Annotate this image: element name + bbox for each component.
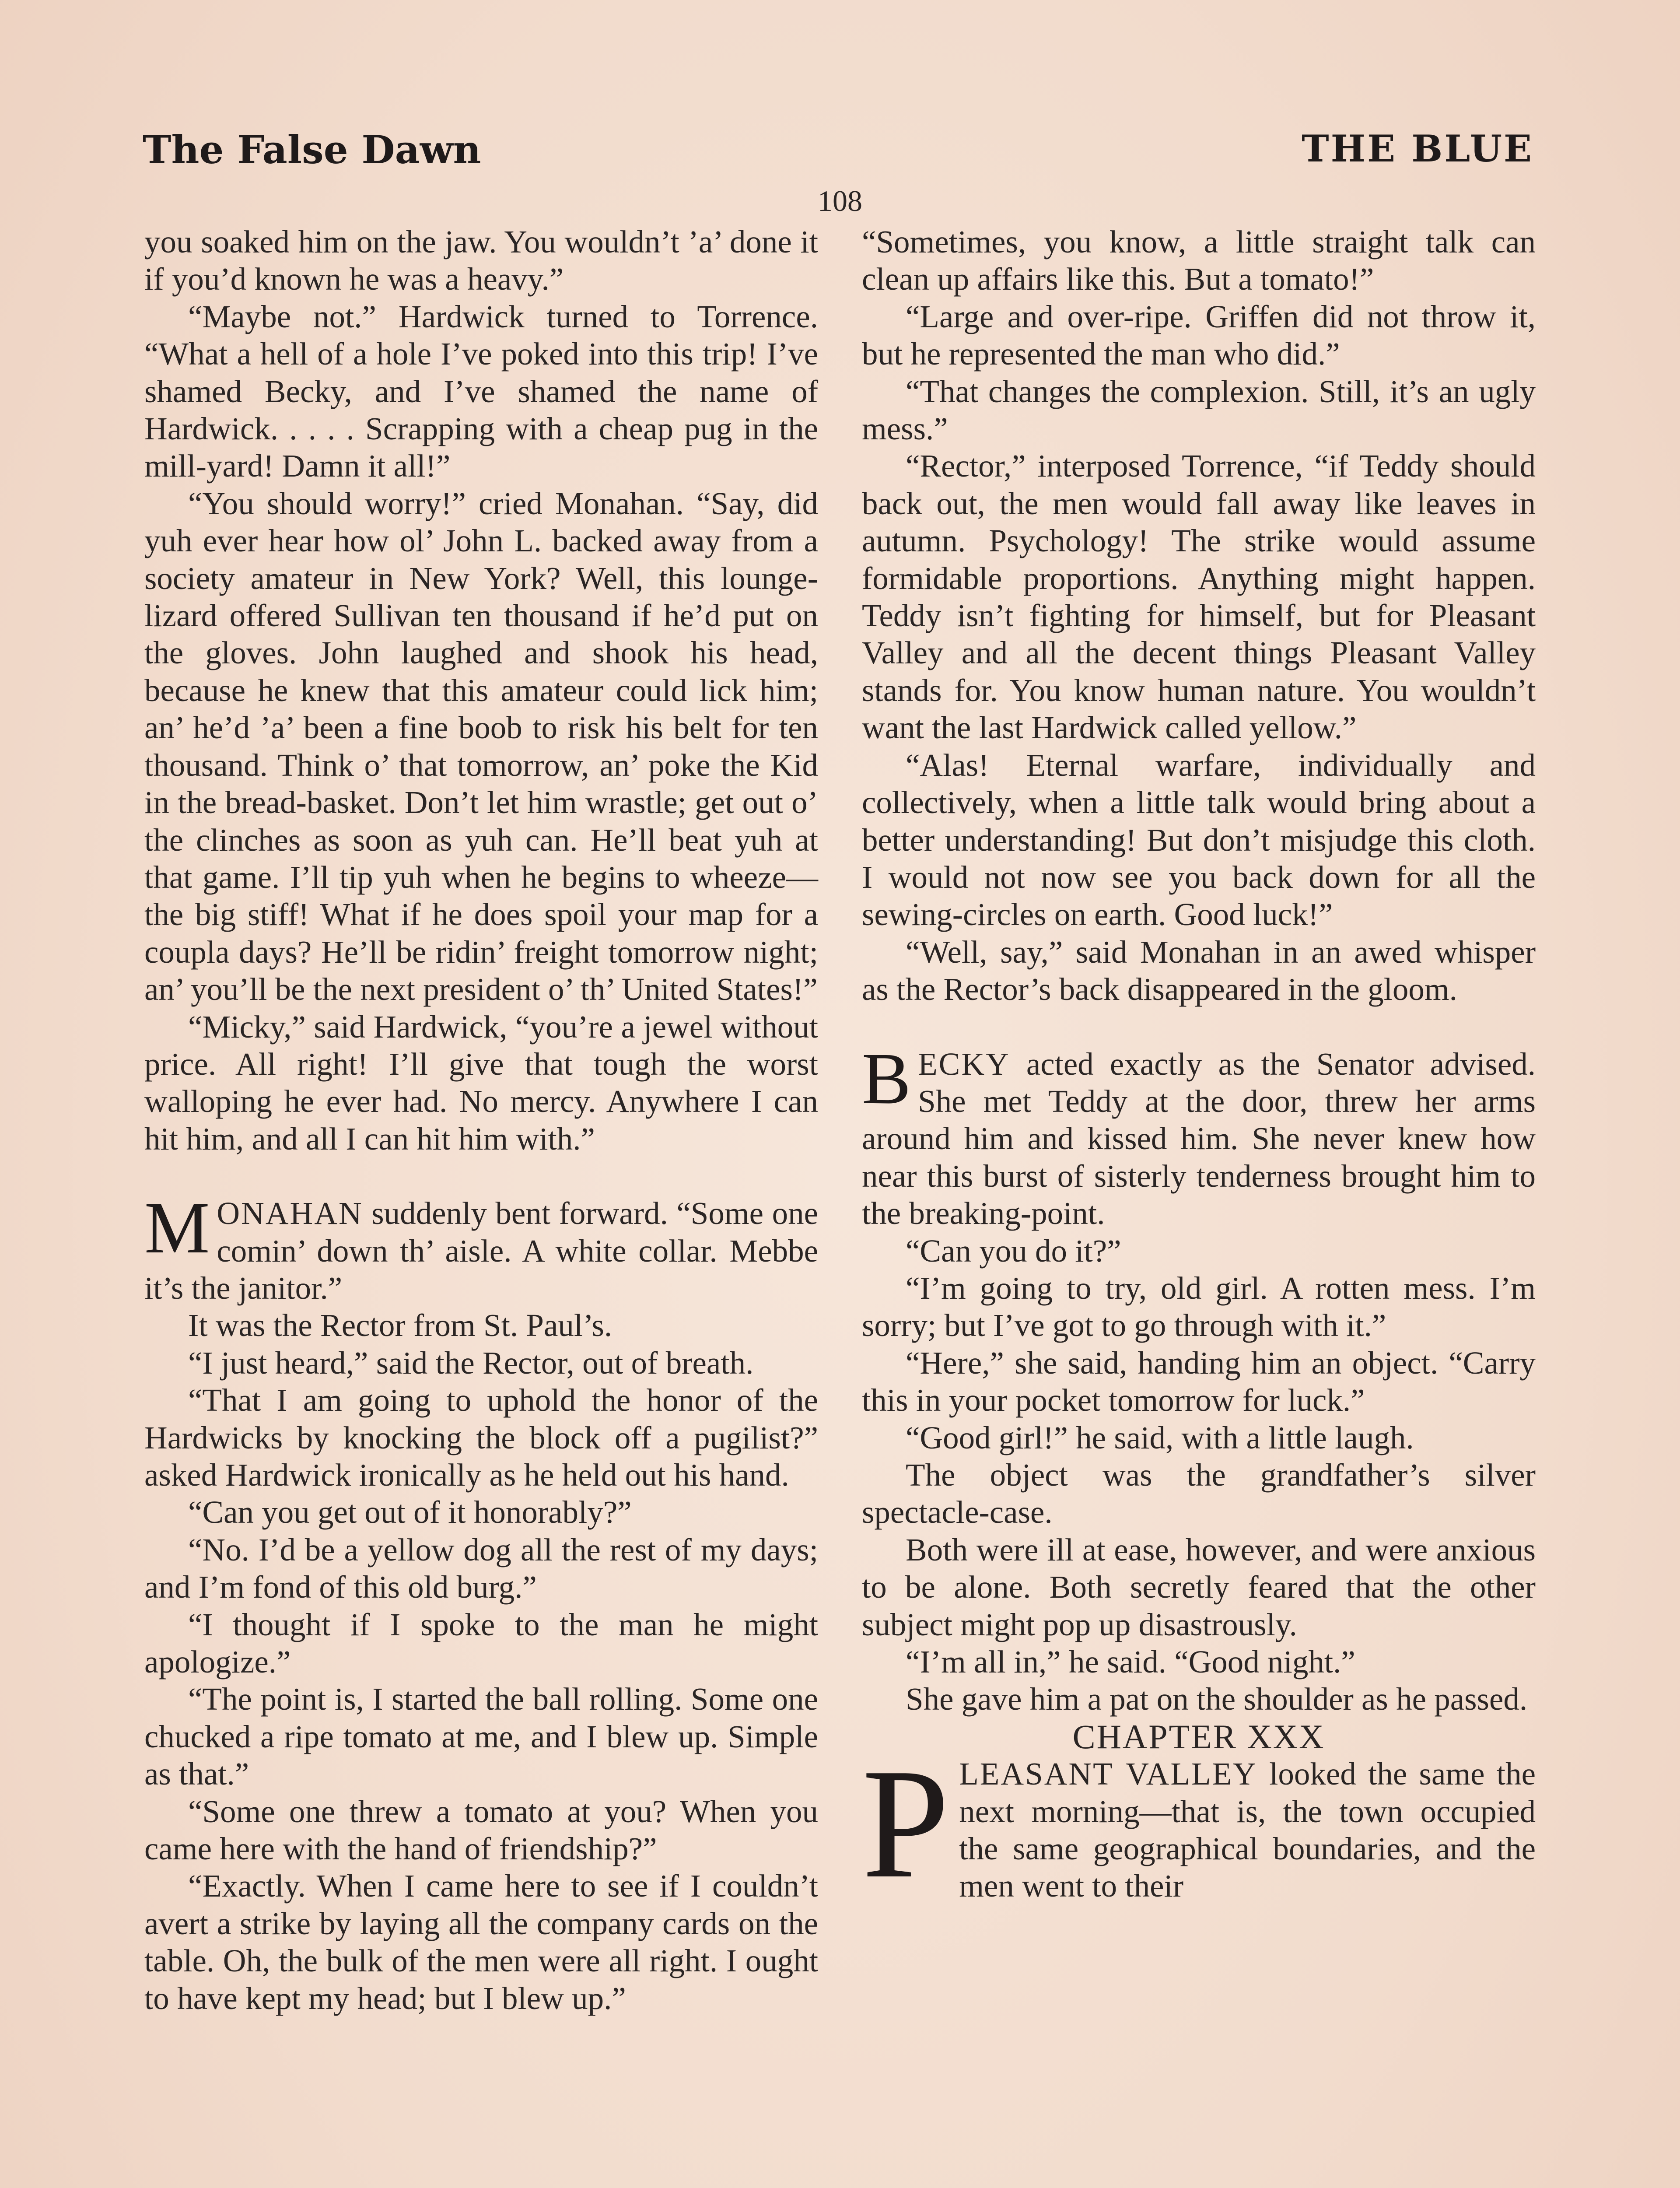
paragraph: you soaked him on the jaw. You wouldn’t ’a’ done it if you’d known he was a heavy.”	[144, 224, 818, 297]
paragraph: “The point is, I started the ball rolling. Some one chucked a ripe tomato at me, and I blew up. Simple as that.”	[144, 1681, 818, 1792]
running-title: The False Dawn	[143, 127, 481, 172]
paragraph: It was the Rector from St. Paul’s.	[188, 1308, 612, 1343]
paragraph: She gave him a pat on the shoulder as he passed.	[906, 1681, 1528, 1717]
paragraph: “Can you do it?”	[906, 1233, 1121, 1269]
right-column	[862, 223, 1536, 1911]
paragraph: “Maybe not.” Hardwick turned to Torrence. “What a hell of a hole I’ve poked into this trip! I’ve shamed Becky, and I’ve shamed the name of Hardwick. . . . . Scrapping with a cheap pug in the mill-yard! Damn it all!”	[144, 298, 818, 484]
section-opening-paragraph	[144, 1187, 818, 1307]
lead-in-text: suddenly bent forward. “Some one comin’ down th’ aisle. A white collar. Mebbe it’s the janitor.”	[144, 1196, 818, 1306]
drop-cap: M	[144, 1187, 210, 1269]
paragraph: “Micky,” said Hardwick, “you’re a jewel without price. All right! I’ll give that tough the worst walloping he ever had. No mercy. Anywhere I can hit him, and all I can hit him with.”	[144, 1009, 818, 1157]
page-number: 108	[818, 184, 862, 217]
paragraph: “That changes the complexion. Still, it’s an ugly mess.”	[862, 373, 1536, 447]
lead-in-text: acted exactly as the Senator advised. She met Teddy at the door, threw her arms around him and kissed him. She never knew how near this burst of sisterly tenderness brought him to the breaking-point.	[862, 1046, 1536, 1231]
paragraph: “Good girl!” he said, with a little laugh.	[906, 1420, 1414, 1455]
paragraph: “Some one threw a tomato at you? When you came here with the hand of friendship?”	[144, 1793, 818, 1867]
lead-in-text: looked the same the next morning—that is, the town occupied the same geographical boundaries, and the men went to their	[959, 1756, 1536, 1904]
paragraph: “I’m going to try, old girl. A rotten mess. I’m sorry; but I’ve got to go through with it.”	[862, 1270, 1536, 1343]
paragraph: “I’m all in,” he said. “Good night.”	[906, 1644, 1355, 1680]
paragraph: “Well, say,” said Monahan in an awed whisper as the Rector’s back disappeared in the gloom.	[862, 934, 1536, 1007]
paragraph: “Here,” she said, handing him an object. “Carry this in your pocket tomorrow for luck.”	[862, 1345, 1536, 1418]
drop-cap: B	[862, 1038, 911, 1119]
paragraph: “You should worry!” cried Monahan. “Say, did yuh ever hear how ol’ John L. backed away from a society amateur in New York? Well, this lounge-lizard offered Sullivan ten thousand if he’d put on the gloves. John laughed and shook his head, because he knew that this amateur could lick him; an’ he’d ’a’ been a fine boob to risk his belt for ten thousand. Think o’ that tomorrow, an’ poke the Kid in the bread-basket. Don’t let him wrastle; get out o’ the clinches as soon as yuh can. He’ll beat yuh at that game. I’ll tip yuh when he begins to wheeze—the big stiff! What if he does spoil your map for a coupla days? He’ll be ridin’ freight tomorrow night; an’ you’ll be the next president o’ th’ United States!”	[144, 485, 818, 1007]
paragraph: “Exactly. When I came here to see if I couldn’t avert a strike by laying all the company cards on the table. Oh, the bulk of the men were all right. I ought to have kept my head; but I blew up.”	[144, 1868, 818, 2016]
paragraph: “I thought if I spoke to the man he might apologize.”	[144, 1606, 818, 1680]
paragraph: “I just heard,” said the Rector, out of breath.	[188, 1345, 754, 1381]
drop-cap: P	[862, 1736, 950, 1911]
section-opening-paragraph	[862, 1038, 1536, 1232]
paragraph: “Alas! Eternal warfare, individually and collectively, when a little talk would bring about a better understanding! But don’t misjudge this cloth. I would not now see you back down for all the sewing-circles on earth. Good luck!”	[862, 747, 1536, 933]
left-column	[144, 223, 818, 2017]
paragraph: “That I am going to uphold the honor of the Hardwicks by knocking the block off a pugilist?” asked Hardwick ironically as he held out his hand.	[144, 1382, 818, 1493]
lead-in-caps: ECKY	[918, 1046, 1010, 1082]
paragraph: “Can you get out of it honorably?”	[188, 1494, 632, 1530]
paragraph: “Sometimes, you know, a little straight talk can clean up affairs like this. But a tomato!”	[862, 224, 1536, 297]
paragraph: “No. I’d be a yellow dog all the rest of my days; and I’m fond of this old burg.”	[144, 1532, 818, 1605]
paragraph: “Large and over-ripe. Griffen did not throw it, but he represented the man who did.”	[862, 298, 1536, 372]
magazine-title: THE BLUE	[1302, 127, 1533, 170]
lead-in-caps: ONAHAN	[217, 1196, 363, 1231]
lead-in-caps: LEASANT VALLEY	[959, 1756, 1257, 1792]
paragraph: “Rector,” interposed Torrence, “if Teddy should back out, the men would fall away like leaves in autumn. Psychology! The strike would assume formidable proportions. Anything might happen. Teddy isn’t fighting for himself, but for Pleasant Valley and all the decent things Pleasant Valley stands for. You know human nature. You wouldn’t want the last Hardwick called yellow.”	[862, 448, 1536, 746]
chapter-heading: CHAPTER XXX	[1072, 1717, 1325, 1756]
paragraph: Both were ill at ease, however, and were anxious to be alone. Both secretly feared that the other subject might pop up disastrously.	[862, 1532, 1536, 1642]
paragraph: The object was the grandfather’s silver spectacle-case.	[862, 1457, 1536, 1530]
